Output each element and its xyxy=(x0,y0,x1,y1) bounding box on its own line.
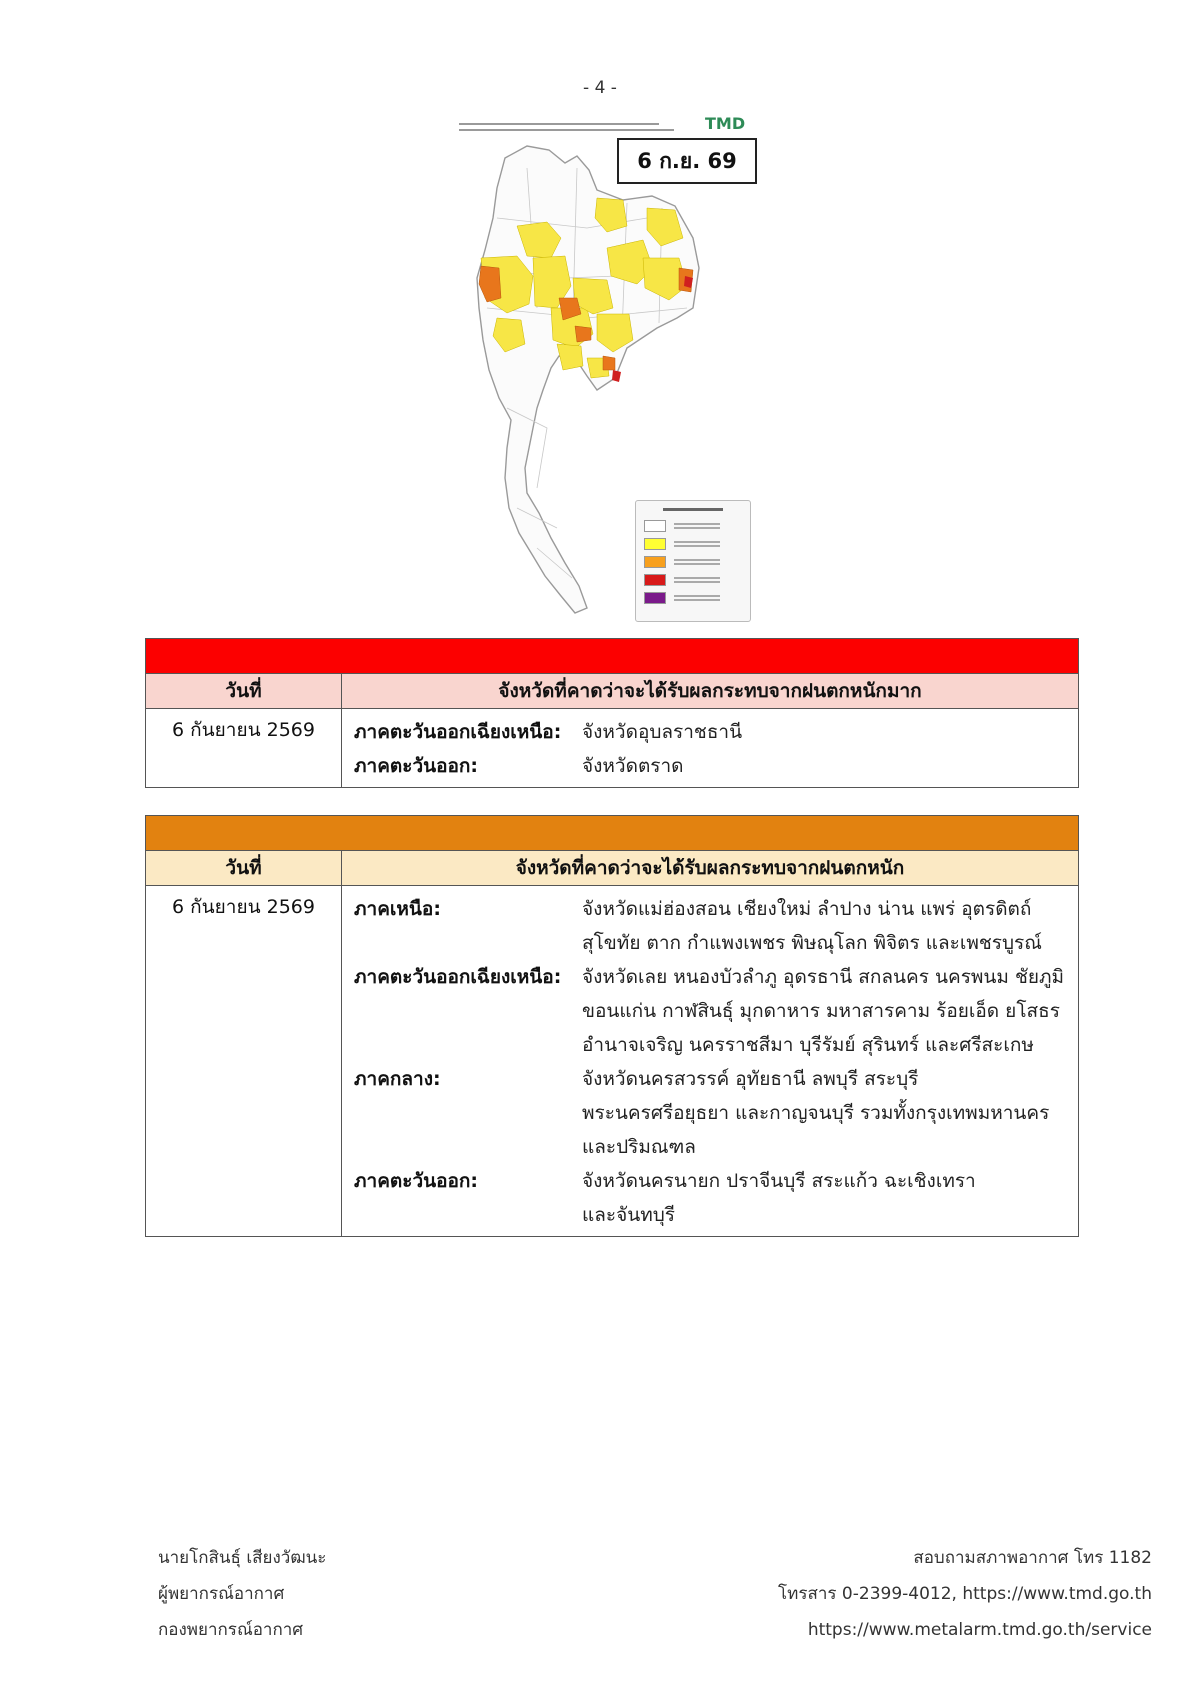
legend-swatch-yellow xyxy=(644,538,666,550)
rain-map-figure xyxy=(447,108,759,626)
legend-swatch-red xyxy=(644,574,666,586)
region-label: ภาคตะวันออกเฉียงเหนือ: xyxy=(354,721,562,743)
heavy-rain-table xyxy=(145,815,1079,1237)
region-row xyxy=(354,1062,1078,1164)
contact-phone: สอบถามสภาพอากาศ โทร 1182 xyxy=(913,1548,1152,1568)
table-header xyxy=(146,674,1078,709)
very-heavy-rain-table xyxy=(145,638,1079,788)
header-provinces: จังหวัดที่คาดว่าจะได้รับผลกระทบจากฝนตกหนัก xyxy=(515,857,905,879)
region-row xyxy=(354,749,1078,783)
province-line: จังหวัดนครสวรรค์ อุทัยธานี ลพบุรี สระบุรี xyxy=(582,1068,919,1090)
province-line: ขอนแก่น กาฬสินธุ์ มุกดาหาร มหาสารคาม ร้อยเอ็ด ยโสธร xyxy=(582,1000,1060,1022)
region-label: ภาคเหนือ: xyxy=(354,898,441,920)
province-line: จังหวัดตราด xyxy=(582,755,684,777)
heavy-color-bar xyxy=(146,816,1078,851)
region-row xyxy=(354,1164,1078,1232)
header-date: วันที่ xyxy=(146,674,342,708)
table-header xyxy=(146,851,1078,886)
footer-contact xyxy=(778,1540,1152,1648)
date-cell: 6 กันยายน 2569 xyxy=(146,886,342,1236)
region-row xyxy=(354,892,1078,960)
very-heavy-color-bar xyxy=(146,639,1078,674)
header-date: วันที่ xyxy=(146,851,342,885)
legend-swatch-orange xyxy=(644,556,666,568)
region-label: ภาคตะวันออกเฉียงเหนือ: xyxy=(354,966,562,988)
tmd-logo: TMD xyxy=(705,114,746,133)
province-line: และปริมณฑล xyxy=(582,1136,696,1158)
region-label: ภาคกลาง: xyxy=(354,1068,441,1090)
region-label: ภาคตะวันออก: xyxy=(354,1170,479,1192)
map-date-box: 6 ก.ย. 69 xyxy=(617,138,757,184)
contact-fax-website[interactable]: โทรสาร 0-2399-4012, https://www.tmd.go.th xyxy=(778,1584,1152,1604)
header-provinces: จังหวัดที่คาดว่าจะได้รับผลกระทบจากฝนตกหนักมาก xyxy=(498,680,922,702)
province-line: และจันทบุรี xyxy=(582,1204,676,1226)
region-row xyxy=(354,960,1078,1062)
footer-signature xyxy=(158,1540,326,1648)
province-line: จังหวัดนครนายก ปราจีนบุรี สระแก้ว ฉะเชิงเทรา xyxy=(582,1170,976,1192)
province-line: จังหวัดเลย หนองบัวลำภู อุดรธานี สกลนคร นครพนม ชัยภูมิ xyxy=(582,966,1065,988)
forecaster-name: นายโกสินธุ์ เสียงวัฒนะ xyxy=(158,1548,327,1568)
region-row xyxy=(354,715,1078,749)
province-line: จังหวัดอุบลราชธานี xyxy=(582,721,743,743)
province-line: พระนครศรีอยุธยา และกาญจนบุรี รวมทั้งกรุงเทพมหานคร xyxy=(582,1102,1050,1124)
forecaster-title: ผู้พยากรณ์อากาศ xyxy=(158,1584,285,1604)
date-cell: 6 กันยายน 2569 xyxy=(146,709,342,787)
province-line: สุโขทัย ตาก กำแพงเพชร พิษณุโลก พิจิตร และเพชรบูรณ์ xyxy=(582,932,1042,954)
province-line: อำนาจเจริญ นครราชสีมา บุรีรัมย์ สุรินทร์ และศรีสะเกษ xyxy=(582,1034,1034,1056)
province-line: จังหวัดแม่ฮ่องสอน เชียงใหม่ ลำปาง น่าน แพร่ อุตรดิตถ์ xyxy=(582,898,1032,920)
contact-service-link[interactable]: https://www.metalarm.tmd.go.th/service xyxy=(807,1620,1152,1640)
page-number: - 4 - xyxy=(583,78,617,98)
division-name: กองพยากรณ์อากาศ xyxy=(158,1620,304,1640)
region-label: ภาคตะวันออก: xyxy=(354,755,479,777)
legend-swatch-purple xyxy=(644,592,666,604)
map-legend xyxy=(635,500,751,622)
legend-swatch-white xyxy=(644,520,666,532)
